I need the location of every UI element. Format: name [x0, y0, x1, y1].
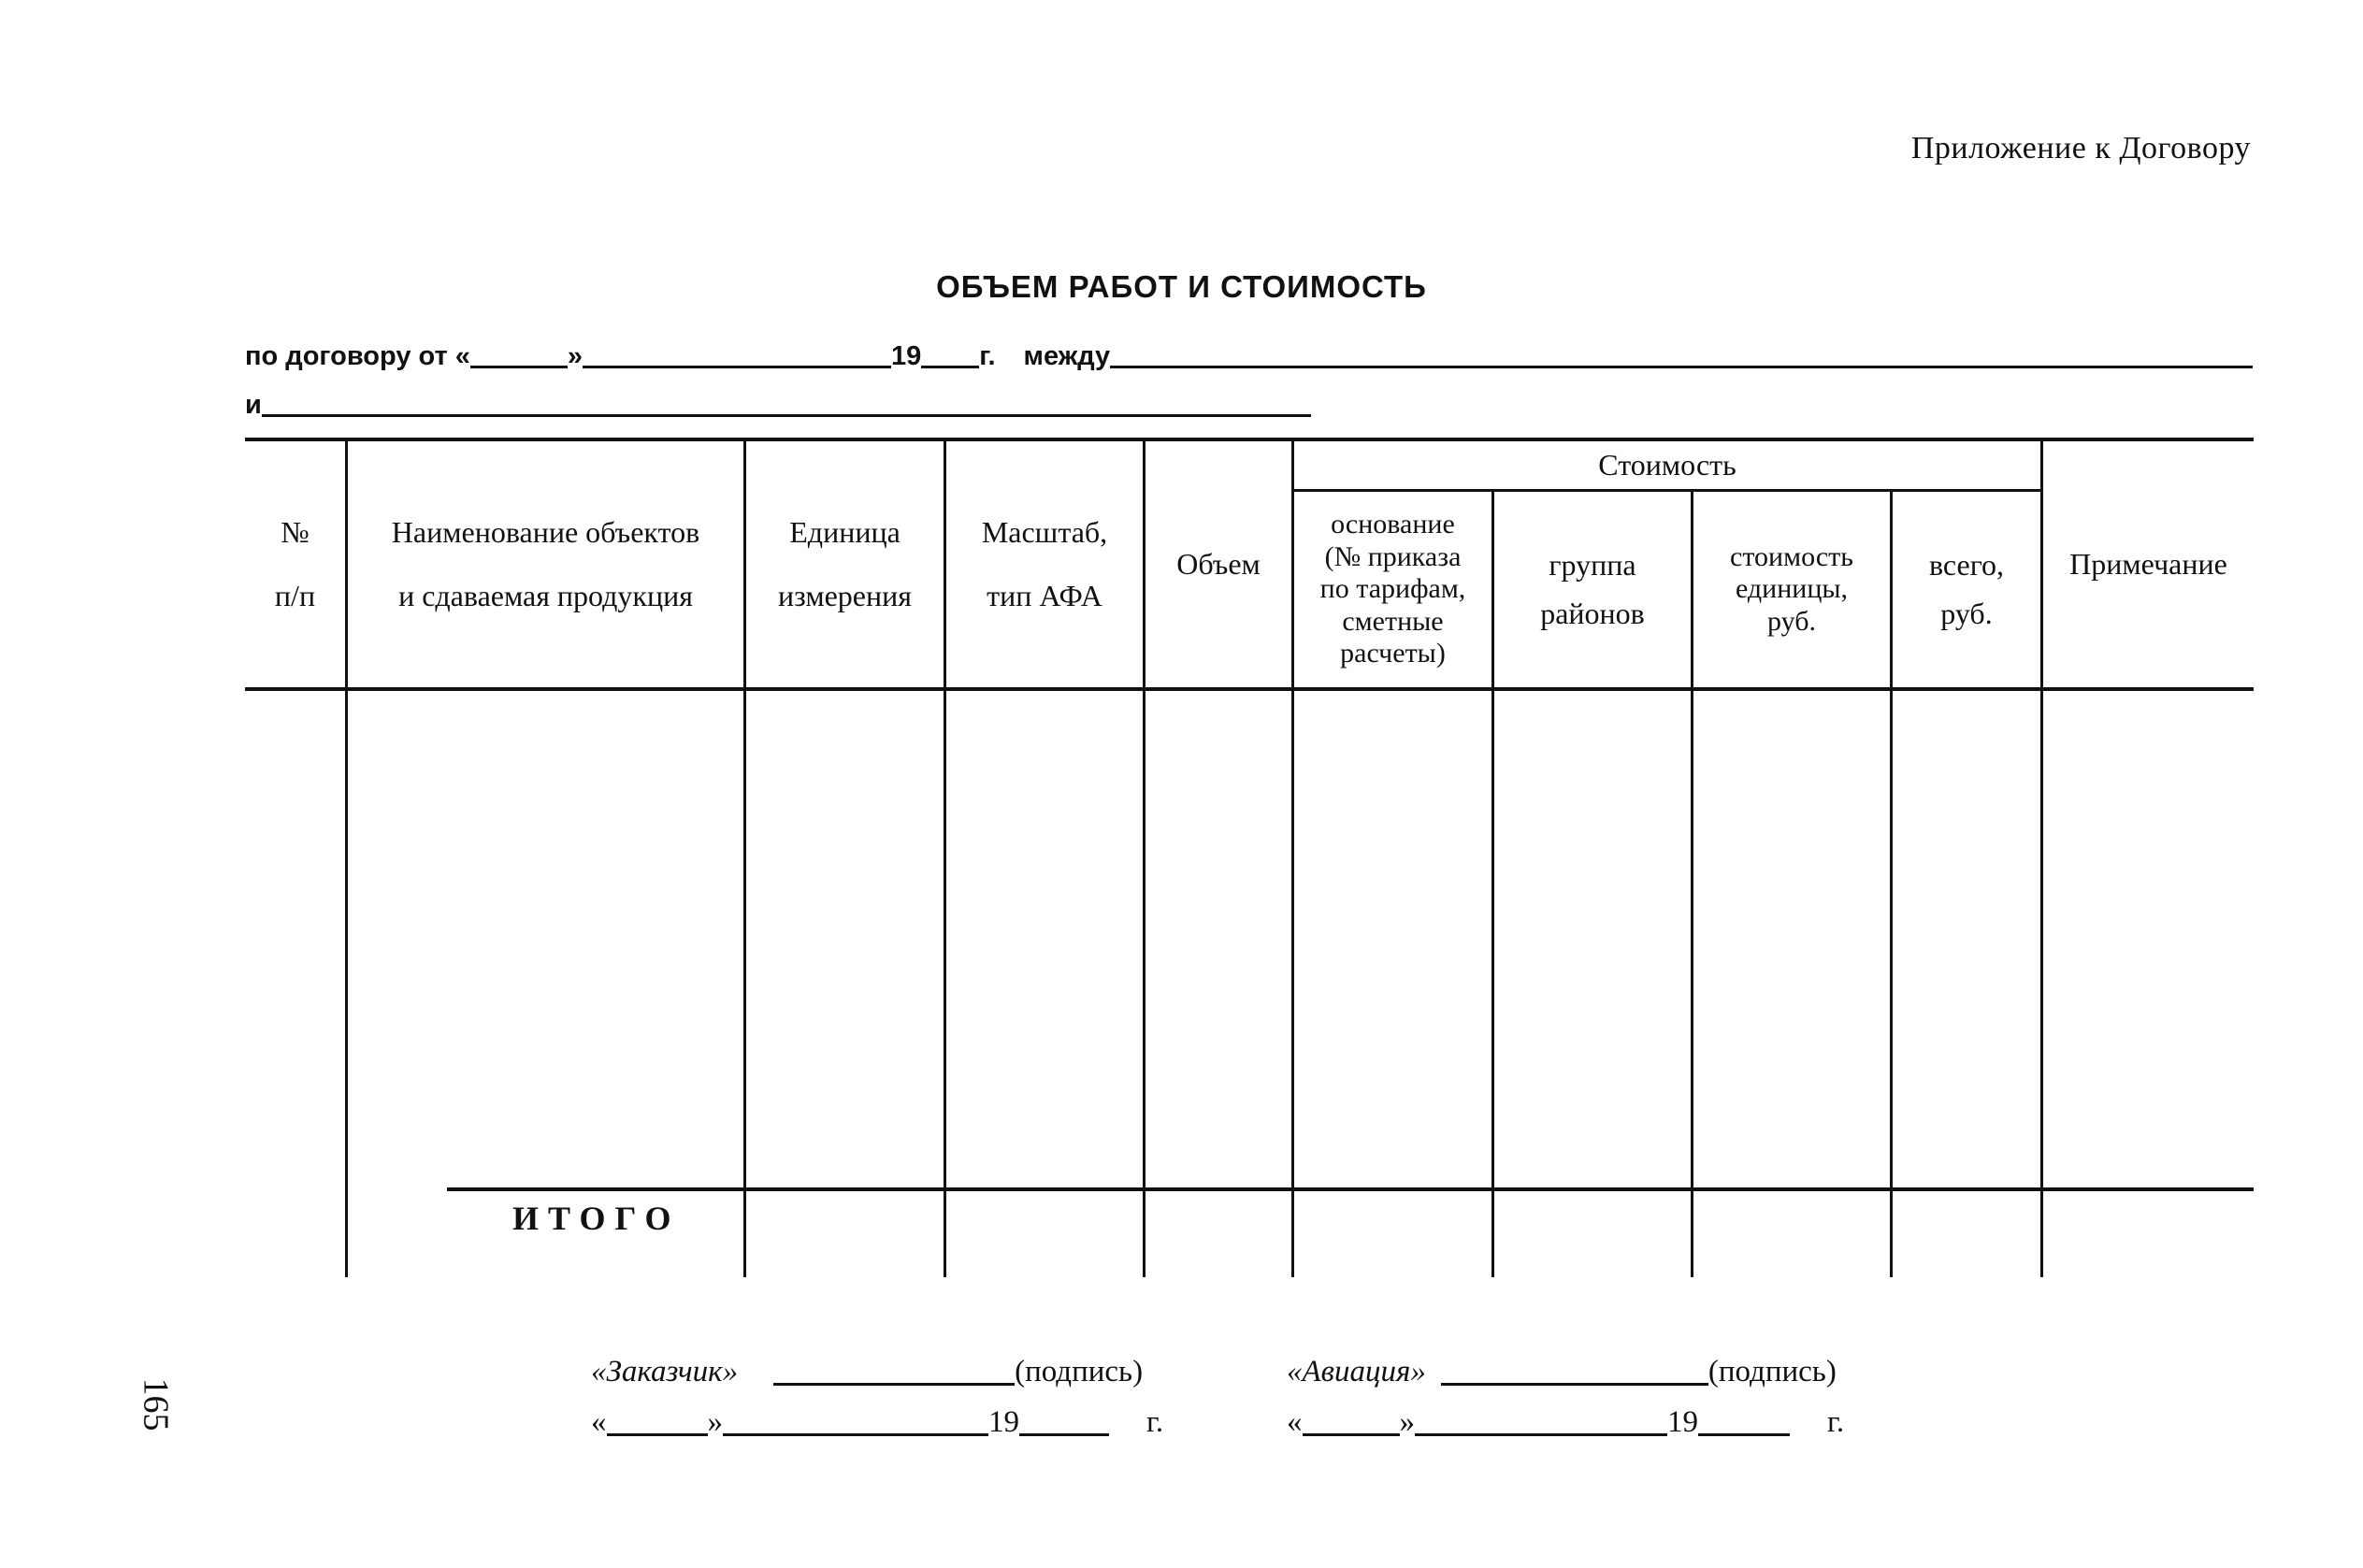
customer-year-blank: [1019, 1428, 1109, 1436]
contract-year-prefix: 19: [891, 341, 922, 371]
customer-quote-close: »: [707, 1405, 723, 1439]
customer-month-blank: [723, 1428, 988, 1436]
customer-quote-open: «: [591, 1405, 607, 1439]
header-cost-group: Стоимость: [1598, 447, 1736, 482]
header-region-group: группа районов: [1540, 548, 1645, 630]
contract-line: [245, 329, 2253, 372]
aviation-year-suffix: г.: [1827, 1405, 1845, 1439]
page-number: 165: [136, 1377, 176, 1431]
appendix-label: Приложение к Договору: [1910, 131, 2251, 165]
day-blank: [470, 360, 568, 368]
aviation-year-blank: [1698, 1428, 1790, 1436]
aviation-month-blank: [1415, 1428, 1667, 1436]
contract-and: и: [245, 390, 262, 420]
aviation-quote-open: «: [1287, 1405, 1303, 1439]
aviation-year-prefix: 19: [1667, 1405, 1698, 1439]
contract-year-suffix: г.: [979, 341, 996, 371]
header-volume: Объем: [1176, 546, 1261, 581]
customer-year-prefix: 19: [988, 1405, 1019, 1439]
party1-blank: [1110, 360, 2253, 368]
customer-signature-hint: (подпись): [1015, 1355, 1144, 1388]
contract-quote-close: »: [567, 341, 584, 371]
customer-year-suffix: г.: [1146, 1405, 1164, 1439]
header-unit: Единица измерения: [778, 515, 912, 612]
month-blank: [583, 360, 891, 368]
contract-prefix: по договору от «: [245, 341, 470, 371]
customer-sign-blank: [773, 1377, 1015, 1386]
customer-signature-line: [591, 1346, 1143, 1389]
header-number: № п/п: [274, 515, 316, 612]
aviation-signature-line: [1287, 1346, 1837, 1389]
aviation-quote-close: »: [1399, 1405, 1415, 1439]
customer-day-blank: [607, 1428, 708, 1436]
aviation-signature-hint: (подпись): [1707, 1355, 1837, 1388]
aviation-label: «Авиация»: [1287, 1355, 1426, 1388]
aviation-day-blank: [1303, 1428, 1400, 1436]
customer-label: «Заказчик»: [591, 1355, 739, 1388]
total-label: ИТОГО: [512, 1200, 681, 1237]
year-blank: [921, 360, 979, 368]
document-title: ОБЪЕМ РАБОТ И СТОИМОСТЬ: [936, 269, 1427, 304]
contract-between: между: [1023, 341, 1111, 371]
header-note: Примечание: [2069, 546, 2227, 581]
aviation-date-line: [1287, 1397, 1844, 1440]
header-total-cost: всего, руб.: [1928, 548, 2005, 630]
contract-line-2: [245, 378, 1311, 421]
header-unit-cost: стоимость единицы, руб.: [1730, 540, 1853, 637]
header-name: Наименование объектов и сдаваемая продукция: [391, 515, 700, 612]
aviation-sign-blank: [1441, 1377, 1708, 1386]
customer-date-line: [591, 1397, 1163, 1440]
header-basis: основание (№ приказа по тарифам, сметные расчеты): [1319, 509, 1466, 669]
party2-blank: [262, 409, 1311, 417]
header-scale: Масштаб, тип АФА: [981, 515, 1108, 612]
